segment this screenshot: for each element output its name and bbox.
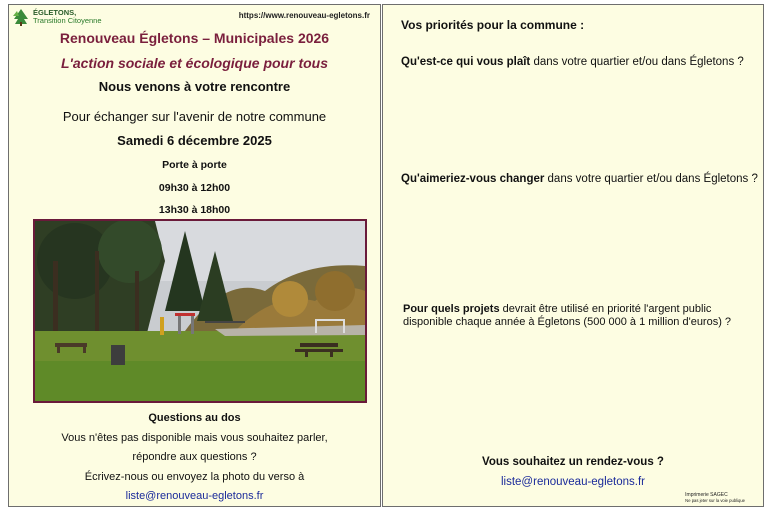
question-change-rest: dans votre quartier et/ou dans Égletons ? [544,173,758,185]
logo-line1: ÉGLETONS, [33,8,77,17]
flyer-back [382,4,764,507]
park-photo [33,219,367,403]
back-line-2: répondre aux questions ? [132,451,257,463]
printer-name: Imprimerie SAGEC [685,492,728,498]
time-slot-afternoon: 13h30 à 18h00 [158,204,231,216]
appointment-email[interactable]: liste@renouveau-egletons.fr [500,476,645,488]
back-line-1: Vous n'êtes pas disponible mais vous souhaitez parler, [61,432,328,444]
question-projects-rest: devrait être utilisé en priorité l'argent public disponible chaque année à Égletons (500 000 à 1 million d'euros) ? [403,303,732,328]
contact-email[interactable]: liste@renouveau-egletons.fr [125,490,264,502]
flyer-title: Renouveau Égletons – Municipales 2026 [59,30,330,46]
question-likes-rest: dans votre quartier et/ou dans Égletons ? [530,56,744,68]
website-url[interactable]: https://www.renouveau-egletons.fr [238,11,370,20]
tree-logo-icon [11,8,31,26]
question-projects-bold: Pour quels projets [403,303,500,315]
question-change [401,173,758,185]
flyer-subtitle: L'action sociale et écologique pour tous [60,55,329,71]
logo [11,6,106,28]
litter-notice: Ne pas jeter sur la voie publique [685,498,745,503]
printer-notice [685,492,745,504]
question-projects [403,303,758,329]
logo-line2: Transition Citoyenne [33,16,102,25]
flyer-front [8,4,381,507]
question-likes-bold: Qu'est-ce qui vous plaît [401,56,531,68]
priorities-title: Vos priorités pour la commune : [401,18,585,32]
question-change-bold: Qu'aimeriez-vous changer [401,173,545,185]
appointment-question: Vous souhaitez un rendez-vous ? [482,456,664,468]
time-slot-morning: 09h30 à 12h00 [158,182,231,194]
event-mode: Porte à porte [162,159,227,171]
event-date: Samedi 6 décembre 2025 [117,133,272,148]
purpose-text: Pour échanger sur l'avenir de notre commune [62,109,327,124]
headline: Nous venons à votre rencontre [98,79,291,94]
question-likes [401,56,744,68]
back-line-3: Écrivez-nous ou envoyez la photo du verso à [84,471,305,483]
back-heading: Questions au dos [148,412,241,424]
